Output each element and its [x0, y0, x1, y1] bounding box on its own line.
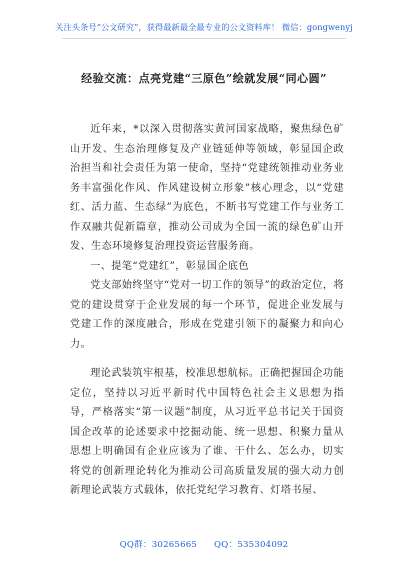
section-1-paragraph-2: 理论武装筑牢根基，校准思想航标。正确把握国企功能定位，坚持以习近平新时代中国特色社会主义思想为指导，严格落实“第一议题”制度，从习近平总书记关于国资国企改革的论述要求中挖掘动能、统一思想、积聚力量从思想上明确国有企业应该为了谁、干什么、怎么办，切实将党的创新理论转化为推动公司高质量发展的强大动力创新理论武装方式载体，依托党纪学习教育、灯塔书屋、 — [70, 368, 344, 496]
footer-qq-group: QQ群：30265665 — [119, 540, 198, 550]
section-1-heading: 一、提笔“党建红”，彰显国企底色 — [90, 260, 250, 272]
footer-qq: QQ：535304092 — [214, 540, 289, 550]
footer-contact — [0, 538, 408, 550]
intro-paragraph: 近年来，*以深入贯彻落实黄河国家战略，聚焦绿色矿山开发、生态治理修复及产业链延伸等领域，彰显国企政治担当和社会责任为第一使命，坚持“党建统领推动业务业务丰富强化作风、作风建设树立形象”核心理念，以“党建红、活力蓝、生态绿”为底色，不断书写党建工作与业务工作双融共促新篇章，推动公司成为全国一流的绿色矿山开发、生态环境修复治理投资运营服务商。 — [70, 124, 344, 252]
header-note: 关注头条号“公文研究”，获得最新最全最专业的公文资料库！ 微信：gongwenyj — [55, 22, 353, 32]
document-body — [70, 120, 344, 501]
document-title: 经验交流：点亮党建“三原色”绘就发展“同心圆” — [81, 72, 327, 85]
header-divider — [62, 38, 346, 39]
section-1-paragraph-1: 党支部始终坚守“党对一切工作的领导”的政治定位，将党的建设贯穿于企业发展的每一个环节，促进企业发展与党建工作的深度融合，形成在党建引领下的凝聚力和向心力。 — [70, 280, 344, 350]
